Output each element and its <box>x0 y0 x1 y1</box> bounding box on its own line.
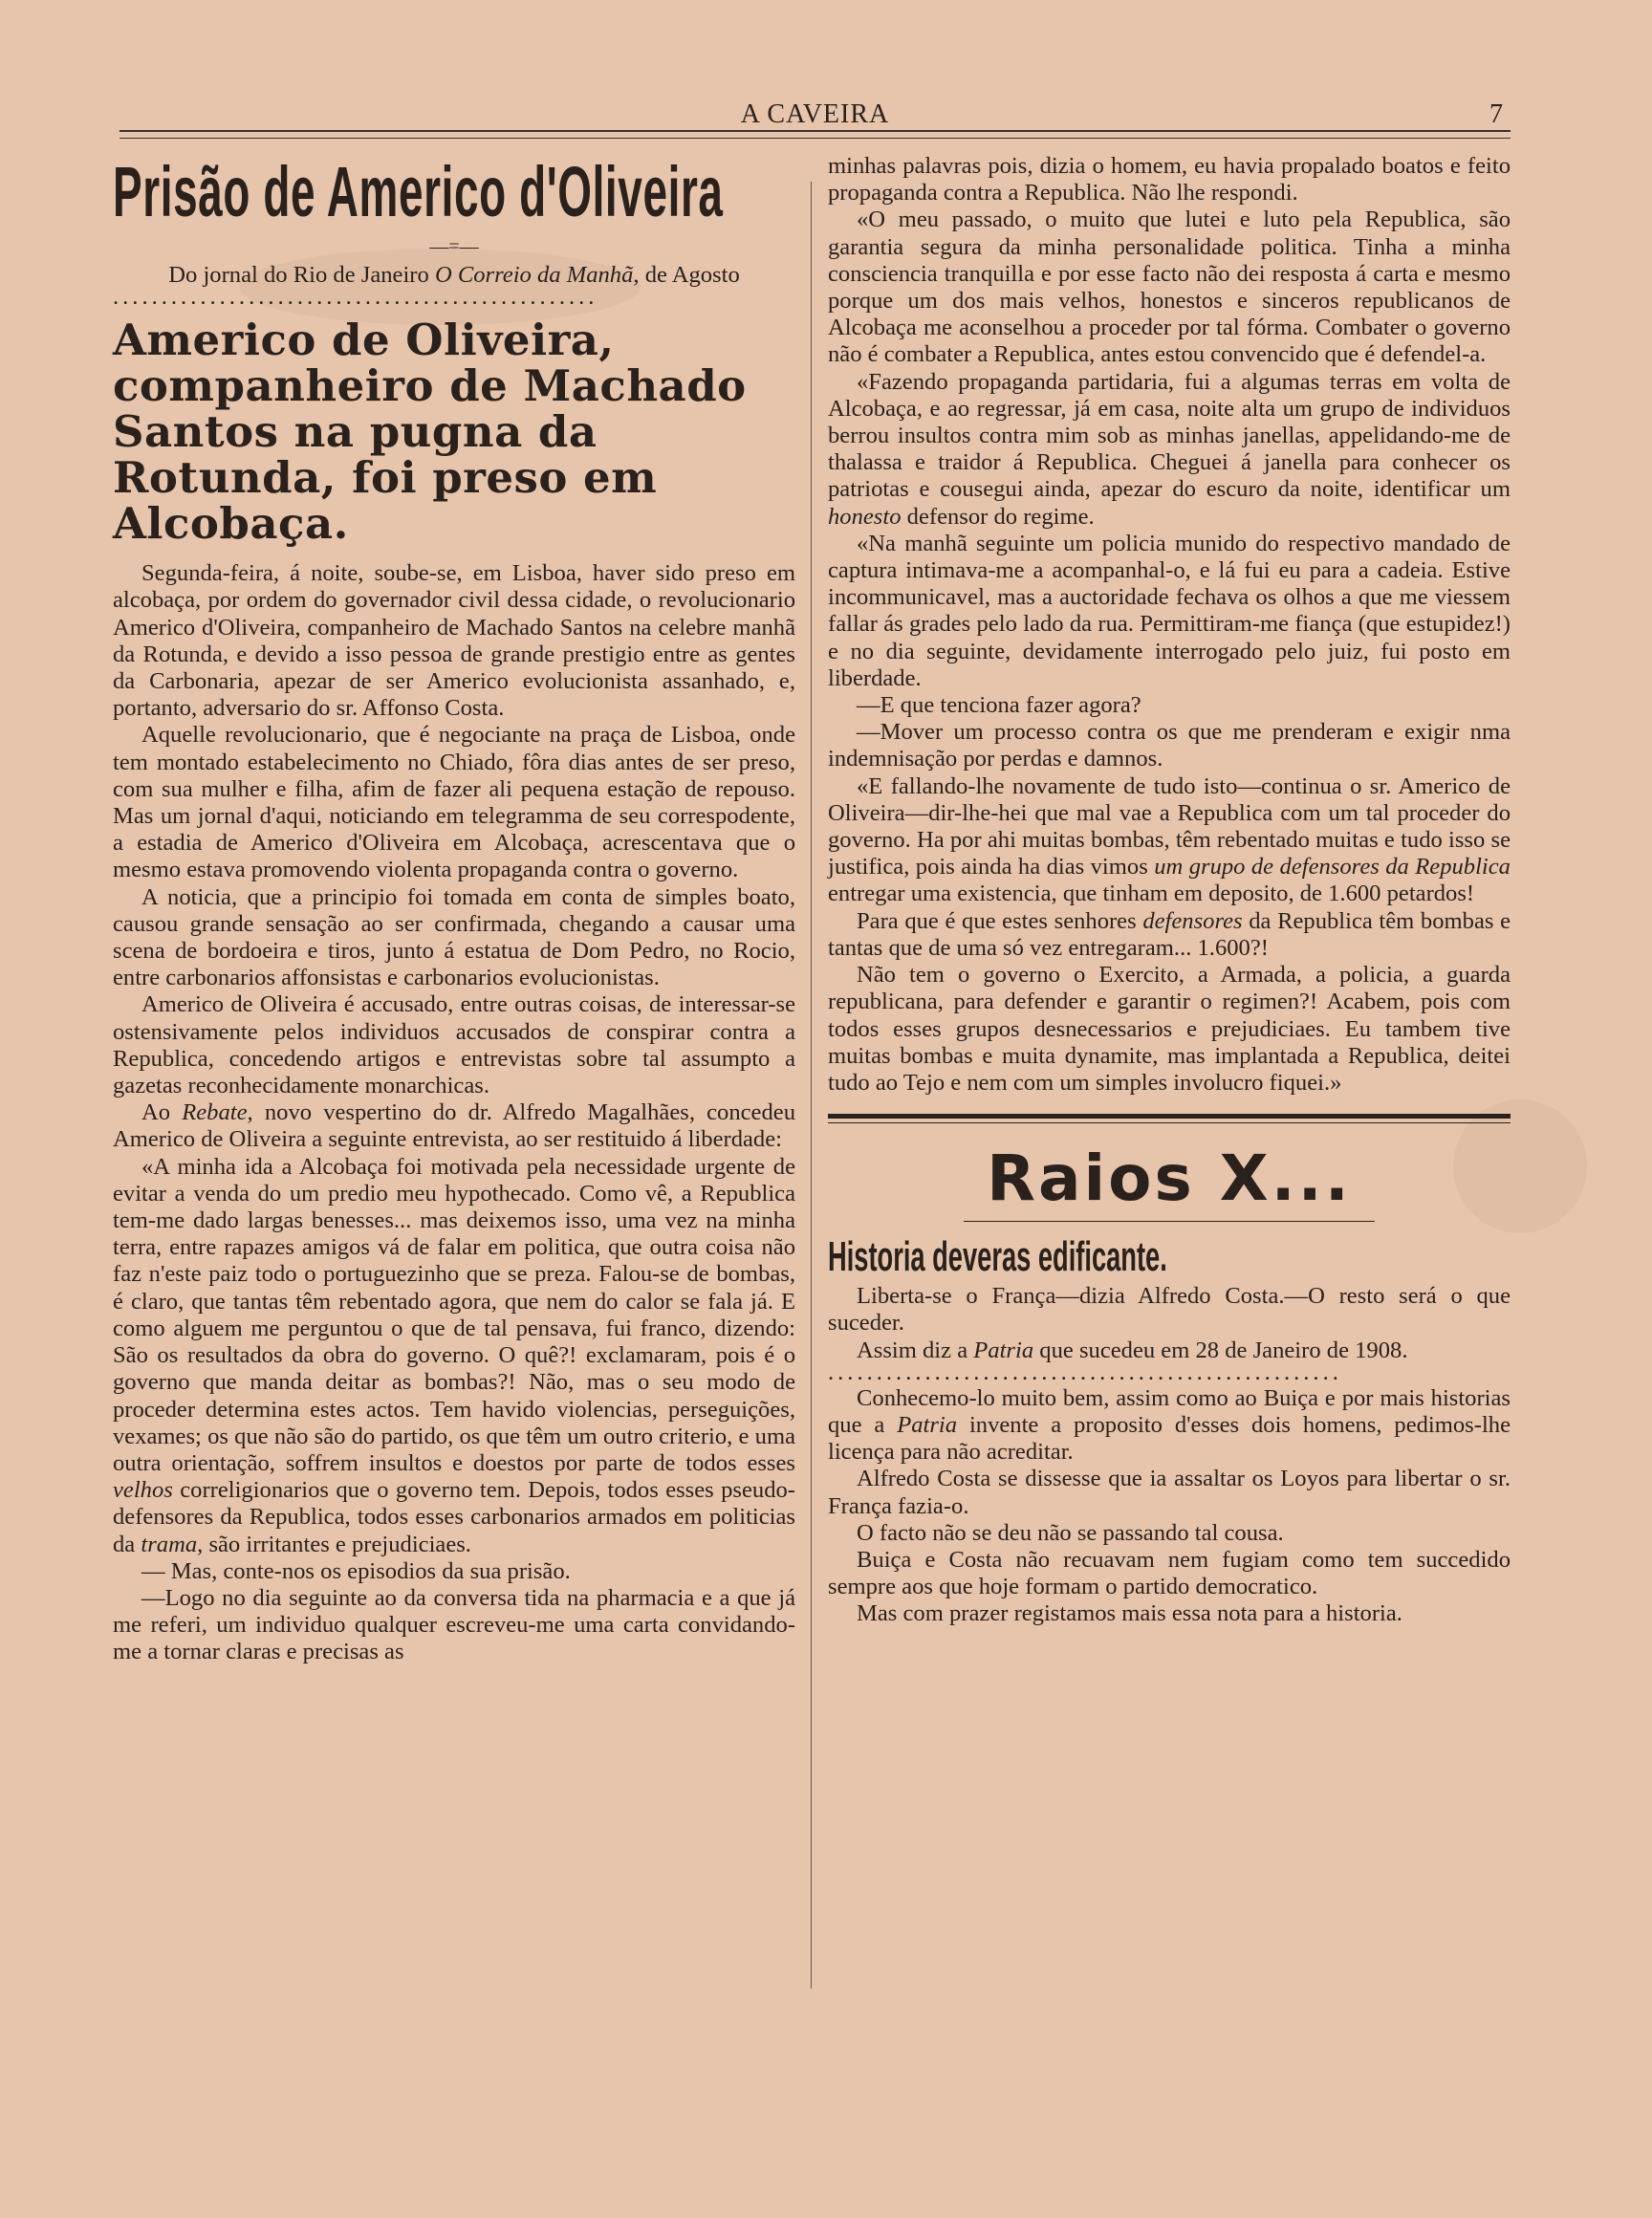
section-rule <box>828 1122 1511 1123</box>
paragraph: «Na manhã seguinte um policia munido do respectivo mandado de captura intimava-me a acompanhal-o, e lá fui eu para a cadeia. Estive incommunicavel, mas a auctoridade fechava os olhos a que me viessem fallar ás grades pelo lado da rua. Permittiram-me fiança (que estupidez!) e no dia seguinte, devidamente interrogado pelo juiz, fui posto em liberdade. <box>828 530 1511 691</box>
page-number: 7 <box>1489 99 1503 129</box>
section-title: Raios X... <box>987 1142 1352 1216</box>
column-divider <box>811 182 812 1989</box>
paragraph: — Mas, conte-nos os episodios da sua prisão. <box>141 1557 571 1584</box>
paragraph: Assim diz a Patria que sucedeu em 28 de Janeiro de 1908. <box>857 1337 1408 1363</box>
paragraph: Buiça e Costa não recuavam nem fugiam como tem succedido sempre aos que hoje formam o partido democratico. <box>828 1546 1511 1600</box>
dotted-separator: ..................................................... <box>828 1363 1342 1385</box>
page-header <box>120 96 1511 130</box>
header-rule <box>120 130 1511 139</box>
paragraph: —Logo no dia seguinte ao da conversa tida na pharmacia e a que já me referi, um individuo qualquer escreveu-me uma carta convidando-me a tornar claras e precisas as <box>113 1584 795 1665</box>
article-headline: Prisão de Americo d'Oliveira <box>113 152 724 231</box>
paragraph: Para que é que estes senhores defensores da Republica têm bombas e tantas que de uma só vez entregaram... 1.600?! <box>828 907 1511 961</box>
source-newspaper: O Correio da Manhã <box>434 262 634 288</box>
paragraph: «Fazendo propaganda partidaria, fui a algumas terras em volta de Alcobaça, e ao regressar, já em casa, noite alta um grupo de individuos berrou insultos contra mim sob as minhas janellas, appelidando-me de thalassa e traidor á Republica. Cheguei á janella para conhecer os patriotas e cousegui ainda, apezar do escuro da noite, identificar um honesto defensor do regime. <box>828 368 1511 530</box>
paragraph: Ao Rebate, novo vespertino do dr. Alfredo Magalhães, concedeu Americo de Oliveira a seguinte entrevista, ao ser restituido á liberdade: <box>113 1099 795 1153</box>
paragraph: «E fallando-lhe novamente de tudo isto—continua o sr. Americo de Oliveira—dir-lhe-hei que mal vae a Republica com um tal proceder do governo. Ha por ahi muitas bombas, têm rebentado muitas e tudo isso se justifica, pois ainda ha dias vimos um grupo de defensores da Republica entregar uma existencia, que tinham em deposito, de 1.600 petardos! <box>828 772 1511 907</box>
paragraph: Liberta-se o França—dizia Alfredo Costa.—O resto será o que suceder. <box>828 1283 1511 1337</box>
left-column <box>113 153 795 1666</box>
paragraph: Americo de Oliveira é accusado, entre outras coisas, de interessar-se ostensivamente pelos individuos accusados de conspirar contra a Republica, concedendo artigos e entrevistas sobre tal assumpto a gazetas reconhecidamente monarchicas. <box>113 991 795 1099</box>
article-source: Do jornal do Rio de Janeiro O Correio da Manhã, de Agosto <box>168 262 740 288</box>
paragraph: Mas com prazer registamos mais essa nota para a historia. <box>857 1600 1402 1627</box>
paragraph: —E que tenciona fazer agora? <box>857 692 1141 719</box>
newspaper-title: A CAVEIRA <box>740 99 890 129</box>
title-underline <box>964 1221 1375 1222</box>
paragraph: A noticia, que a principio foi tomada em conta de simples boato, causou grande sensação ao ser confirmada, chegando a causar uma scena de bordoeira e tiros, junto á estatua de Dom Pedro, no Rocio, entre carbonarios affonsistas e carbonarios evolucionistas. <box>113 883 795 991</box>
right-column <box>828 153 1511 1628</box>
paragraph: Aquelle revolucionario, que é negociante na praça de Lisboa, onde tem montado estabelecimento no Chiado, fôra dias antes de ser preso, com sua mulher e filha, afim de fazer ali pequena estação de repouso. Mas um jornal d'aqui, noticiando em telegramma de seu correspodente, a estadia de Americo d'Oliveira em Alcobaça, acrescentava que o mesmo estava promovendo violenta propaganda contra o governo. <box>113 722 795 883</box>
section-rule <box>828 1114 1511 1119</box>
ornament-divider: —=— <box>429 236 479 257</box>
paragraph: «O meu passado, o muito que lutei e luto pela Republica, são garantia segura da minha personalidade politica. Tinha a minha consciencia tranquilla e por esse facto não dei resposta á carta e mesmo porque um dos mais velhos, honestos e sinceros republicanos de Alcobaça me aconselhou a proceder por tal fórma. Combater o governo não é combater a Republica, antes estou convencido que é defendel-a. <box>828 207 1511 368</box>
article-subheadline: Americo de Oliveira, companheiro de Machado Santos na pugna da Rotunda, foi preso em Alcobaça. <box>113 315 747 550</box>
paragraph: Não tem o governo o Exercito, a Armada, a policia, a guarda republicana, para defender e garantir o regimen?! Acabem, pois com todos esses grupos desnecessarios e prejudiciaes. Eu tambem tive muitas bombas e muita dynamite, mas implantada a Republica, deitei tudo ao Tejo e nem com um simples involucro fiquei.» <box>828 962 1511 1096</box>
article-headline: Historia deveras edificante. <box>828 1233 1167 1281</box>
paragraph: —Mover um processo contra os que me prenderam e exigir nma indemnisação por perdas e damnos. <box>828 719 1511 772</box>
paragraph: Alfredo Costa se dissesse que ia assaltar os Loyos para libertar o sr. França fazia-o. <box>828 1466 1511 1519</box>
dotted-separator: .................................................. <box>113 289 598 311</box>
paragraph: O facto não se deu não se passando tal cousa. <box>857 1519 1284 1546</box>
paragraph: Segunda-feira, á noite, soube-se, em Lisboa, haver sido preso em alcobaça, por ordem do governador civil dessa cidade, o revolucionario Americo d'Oliveira, companheiro de Machado Santos na celebre manhã da Rotunda, e devido a isso pessoa de grande prestigio entre as gentes da Carbonaria, apezar de ser Americo evolucionista assanhado, e, portanto, adversario do sr. Affonso Costa. <box>113 560 795 722</box>
paragraph: Conhecemo-lo muito bem, assim como ao Buiça e por mais historias que a Patria invente a proposito d'esses dois homens, pedimos-lhe licença para não acreditar. <box>828 1384 1511 1466</box>
paragraph: «A minha ida a Alcobaça foi motivada pela necessidade urgente de evitar a venda do um predio meu hypothecado. Como vê, a Republica tem-me dado largas benesses... mas deixemos isso, uma vez na minha terra, entre rapazes amigos vá de falar em politica, que outra coisa não faz n'este paiz todo o portuguezinho que se preza. Falou-se de bombas, é claro, que tantas têm rebentado agora, que nem do calor se fala já. E como alguem me perguntou o que de tal pensava, fui franco, dizendo: São os resultados da obra do governo. O quê?! exclamaram, pois é o governo que manda deitar as bombas?! Não, mas o seu modo de proceder determina estes actos. Tem havido violencias, perseguições, vexames; os que não são do partido, os que têm um outro criterio, e uma outra orientação, soffrem insultos e doestos por parte de todos esses velhos correligionarios que o governo tem. Depois, todos esses pseudo-defensores da Republica, todos esses carbonarios armados em politicias da trama, são irritantes e prejudiciaes. <box>113 1153 795 1557</box>
paragraph: minhas palavras pois, dizia o homem, eu havia propalado boatos e feito propaganda contra a Republica. Não lhe respondi. <box>828 153 1511 207</box>
